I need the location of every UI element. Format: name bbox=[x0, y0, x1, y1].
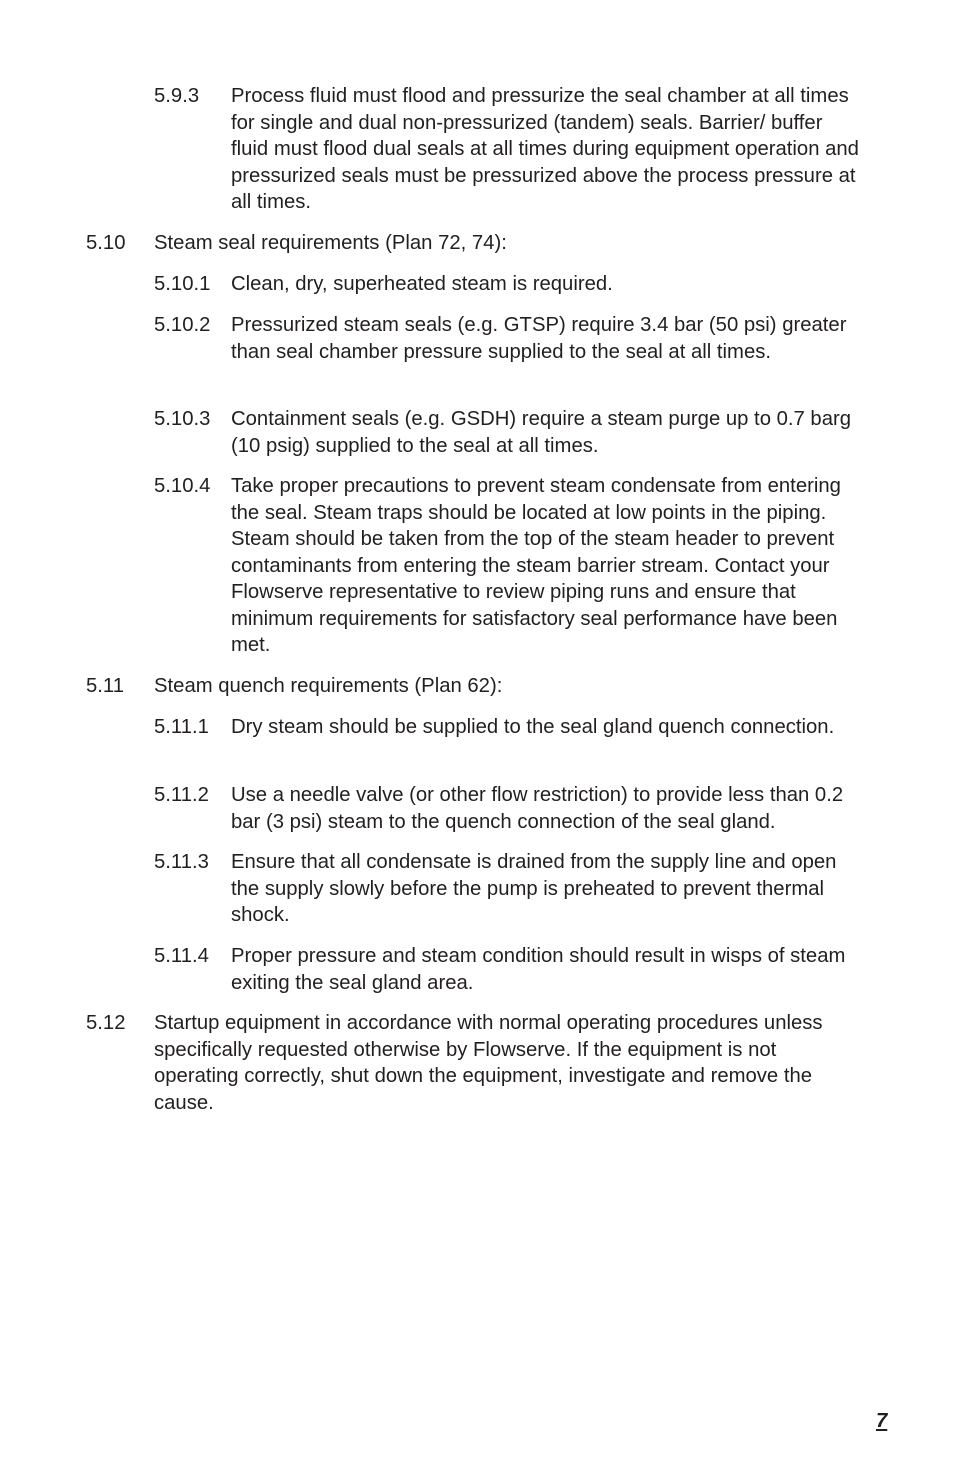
section-5-10 bbox=[86, 230, 864, 257]
section-5-10-1 bbox=[154, 271, 864, 298]
section-text: Containment seals (e.g. GSDH) require a steam purge up to 0.7 barg (10 psig) supplied to the seal at all times. bbox=[231, 408, 852, 457]
section-number: 5.11 bbox=[86, 675, 124, 697]
section-text: Proper pressure and steam condition should result in wisps of steam exiting the seal gland area. bbox=[231, 945, 846, 994]
section-text: Process fluid must flood and pressurize the seal chamber at all times for single and dual non-pressurized (tandem) seals. Barrier/ buffer fluid must flood dual seals at all times during equipment operation and pressurized seals must be pressurized above the process pressure at all times. bbox=[231, 85, 859, 213]
section-5-12 bbox=[86, 1010, 864, 1116]
section-5-11-2 bbox=[154, 782, 864, 835]
section-number: 5.12 bbox=[86, 1012, 126, 1034]
section-5-11-4 bbox=[154, 943, 864, 996]
section-text: Use a needle valve (or other flow restriction) to provide less than 0.2 bar (3 psi) steam to the quench connection of the seal gland. bbox=[231, 784, 844, 833]
section-number: 5.10.2 bbox=[154, 314, 211, 336]
section-number: 5.10.1 bbox=[154, 273, 211, 295]
section-number: 5.10.4 bbox=[154, 475, 211, 497]
section-number: 5.10.3 bbox=[154, 408, 211, 430]
section-text: Dry steam should be supplied to the seal gland quench connection. bbox=[231, 716, 835, 738]
page-number: 7 bbox=[876, 1410, 888, 1432]
section-number: 5.11.3 bbox=[154, 851, 209, 873]
section-heading: Steam quench requirements (Plan 62): bbox=[154, 675, 503, 697]
section-text: Pressurized steam seals (e.g. GTSP) require 3.4 bar (50 psi) greater than seal chamber pressure supplied to the seal at all times. bbox=[231, 314, 847, 363]
section-text: Clean, dry, superheated steam is required. bbox=[231, 273, 613, 295]
section-text: Ensure that all condensate is drained from the supply line and open the supply slowly before the pump is preheated to prevent thermal shock. bbox=[231, 851, 837, 926]
section-5-11 bbox=[86, 673, 864, 700]
section-5-11-1 bbox=[154, 714, 864, 741]
section-number: 5.9.3 bbox=[154, 85, 200, 107]
section-text: Take proper precautions to prevent steam condensate from entering the seal. Steam traps should be located at low points in the piping. Steam should be taken from the top of the steam header to prevent contaminants from entering the steam barrier stream. Contact your Flowserve representative to review piping runs and ensure that minimum requirements for satisfactory seal performance have been met. bbox=[231, 475, 841, 656]
section-number: 5.10 bbox=[86, 232, 126, 254]
section-number: 5.11.2 bbox=[154, 784, 209, 806]
section-5-9-3 bbox=[154, 83, 864, 216]
section-text: Startup equipment in accordance with normal operating procedures unless specifically requested otherwise by Flowserve. If the equipment is not operating correctly, shut down the equipment, investigate and remove the cause. bbox=[154, 1012, 823, 1114]
section-5-11-3 bbox=[154, 849, 864, 929]
section-5-10-4 bbox=[154, 473, 864, 659]
section-5-10-2 bbox=[154, 312, 864, 365]
section-number: 5.11.4 bbox=[154, 945, 209, 967]
section-heading: Steam seal requirements (Plan 72, 74): bbox=[154, 232, 507, 254]
section-5-10-3 bbox=[154, 406, 864, 459]
section-number: 5.11.1 bbox=[154, 716, 209, 738]
